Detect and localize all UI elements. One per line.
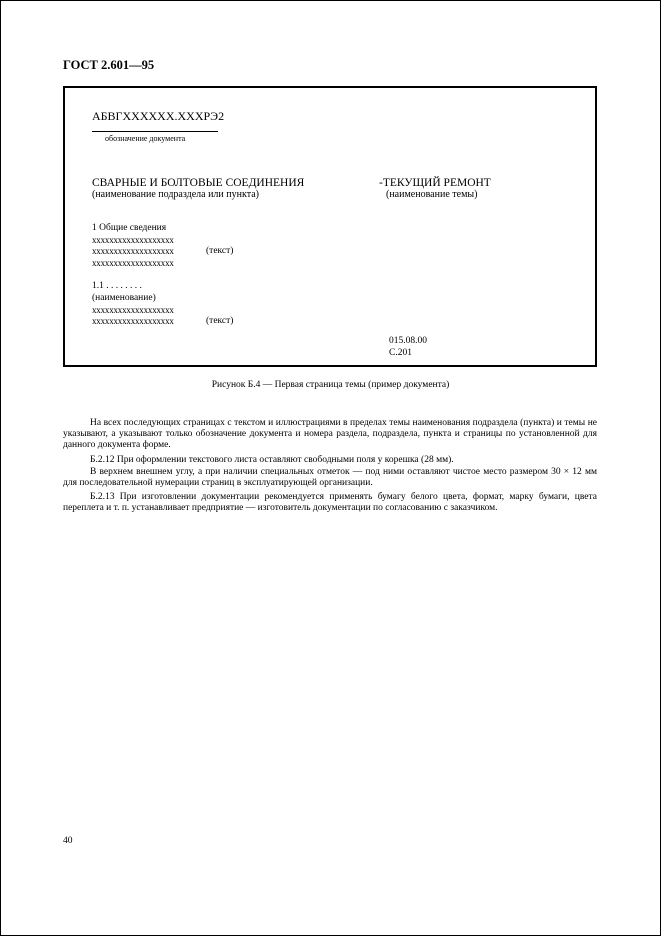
item-1-1-heading: 1.1 . . . . . . . . — [92, 281, 142, 291]
page-reference: С.201 — [389, 348, 412, 358]
theme-title: -ТЕКУЩИЙ РЕМОНТ — [379, 177, 491, 189]
paragraph: На всех последующих страницах с текстом и иллюстрациями в пределах темы наименования подраздела (пункта) и темы не указывают, а указывают только обозначение документа и номера раздела, подраздела, пункта и страницы по установленной для данного документа форме. — [63, 418, 597, 450]
paragraph: Б.2.13 При изготовлении документации рекомендуется применять бумагу белого цвета, формат, марку бумаги, цвета переплета и т. п. устанавливает предприятие — изготовитель документации по согласованию с заказчиком. — [63, 492, 597, 513]
page-number: 40 — [63, 836, 73, 846]
document-code-caption: обозначение документа — [105, 134, 186, 143]
figure-caption: Рисунок Б.4 — Первая страница темы (пример документа) — [211, 380, 450, 390]
name-label: (наименование) — [92, 293, 156, 303]
theme-caption: (наименование темы) — [386, 189, 478, 200]
placeholder-line: ххххххххххххххххххх — [92, 235, 174, 245]
placeholder-line: ххххххххххххххххххх — [92, 246, 174, 256]
code-underline — [92, 131, 218, 132]
placeholder-line: ххххххххххххххххххх — [92, 258, 174, 268]
item-1-heading: 1 Общие сведения — [92, 223, 167, 233]
code-number: 015.08.00 — [389, 336, 427, 346]
text-label: (текст) — [206, 316, 234, 326]
placeholder-line: ххххххххххххххххххх — [92, 316, 174, 326]
paragraph: Б.2.12 При оформлении текстового листа оставляют свободными поля у корешка (28 мм). — [90, 455, 454, 465]
placeholder-line: ххххххххххххххххххх — [92, 305, 174, 315]
section-title: СВАРНЫЕ И БОЛТОВЫЕ СОЕДИНЕНИЯ — [92, 177, 305, 189]
text-label: (текст) — [206, 246, 234, 256]
section-caption: (наименование подраздела или пункта) — [92, 189, 259, 200]
figure-example-page — [63, 86, 597, 367]
document-header: ГОСТ 2.601—95 — [63, 58, 155, 72]
document-code: АБВГХХХХХХ.ХХХРЭ2 — [92, 109, 225, 123]
paragraph: В верхнем внешнем углу, а при наличии специальных отметок — под ними оставляют чистое место размером 30 × 12 мм для последовательной нумерации страниц в эксплуатирующей организации. — [63, 467, 597, 488]
